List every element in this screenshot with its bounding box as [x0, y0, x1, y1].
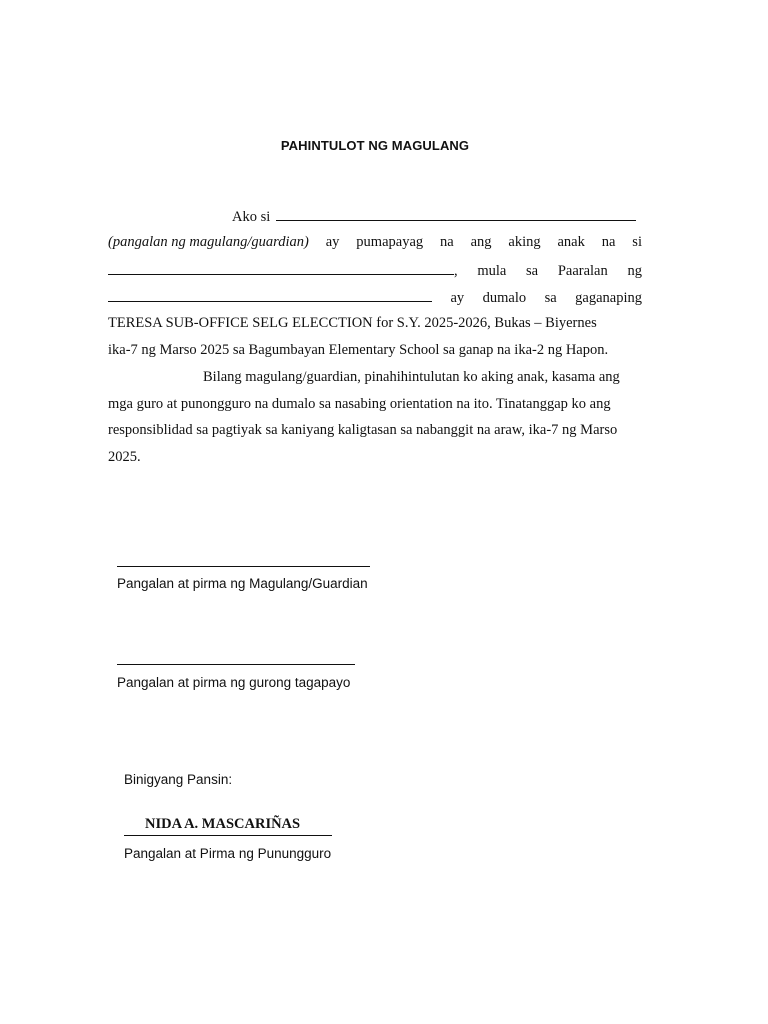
parent-guardian-hint: (pangalan ng magulang/guardian) — [108, 234, 309, 250]
paragraph2-line4 — [108, 448, 642, 466]
event-text: TERESA SUB-OFFICE SELG ELECCTION for S.Y. 2025-2026, Bukas – Biyernes — [108, 315, 597, 331]
consent-text: Bilang magulang/guardian, pinahihintulutan ko aking anak, kasama ang — [203, 369, 620, 385]
event-date-text: ika-7 ng Marso 2025 sa Bagumbayan Elementary School sa ganap na ika-2 ng Hapon. — [108, 342, 609, 358]
parent-name-blank[interactable] — [276, 206, 636, 221]
adviser-signature-label: Pangalan at pirma ng gurong tagapayo — [117, 675, 351, 690]
line2-word: na — [440, 234, 454, 250]
paragraph1-line6 — [108, 341, 642, 359]
paragraph1-line3 — [108, 260, 642, 280]
line4-word: ay — [450, 290, 465, 306]
document-title: PAHINTULOT NG MAGULANG — [280, 138, 470, 153]
consent-text: responsiblidad sa pagtiyak sa kaniyang kaligtasan sa nabanggit na araw, ika-7 ng Marso — [108, 422, 618, 438]
consent-text: 2025. — [108, 449, 141, 465]
paragraph2-line3 — [108, 421, 642, 439]
line2-word: na — [601, 234, 616, 250]
school-name-blank[interactable] — [108, 287, 432, 302]
paragraph1-line1 — [108, 206, 642, 226]
noted-by-label: Binigyang Pansin: — [124, 772, 233, 787]
adviser-signature-line[interactable] — [117, 664, 355, 665]
line4-word: gaganaping — [575, 290, 642, 306]
principal-signature-label: Pangalan at Pirma ng Punungguro — [124, 846, 332, 861]
principal-name: NIDA A. MASCARIÑAS — [145, 816, 301, 832]
line3-word: Paaralan — [557, 263, 608, 279]
line3-word: mula — [477, 263, 507, 279]
line4-word: sa — [544, 290, 557, 306]
line4-word: dumalo — [482, 290, 527, 306]
line2-word: anak — [557, 234, 585, 250]
line3-word: sa — [526, 263, 539, 279]
line2-word: ang — [470, 234, 492, 250]
paragraph1-line5 — [108, 314, 642, 332]
line3-word: ng — [627, 263, 642, 279]
paragraph1-line4 — [108, 287, 642, 307]
line2-word: si — [632, 234, 642, 250]
paragraph2-line1 — [108, 368, 642, 386]
line2-word: aking — [508, 234, 541, 250]
parent-signature-line[interactable] — [117, 566, 370, 567]
paragraph2-line2 — [108, 395, 642, 413]
parent-signature-label: Pangalan at pirma ng Magulang/Guardian — [117, 576, 368, 591]
ako-si-text: Ako si — [232, 209, 271, 225]
child-name-blank[interactable] — [108, 260, 454, 275]
principal-signature-line[interactable] — [124, 835, 332, 836]
paragraph1-line2 — [108, 233, 642, 251]
line2-word: ay — [325, 234, 340, 250]
consent-text: mga guro at punongguro na dumalo sa nasabing orientation na ito. Tinatanggap ko ang — [108, 396, 611, 412]
comma-text: , — [454, 263, 458, 279]
line2-word: pumapayag — [356, 234, 424, 250]
